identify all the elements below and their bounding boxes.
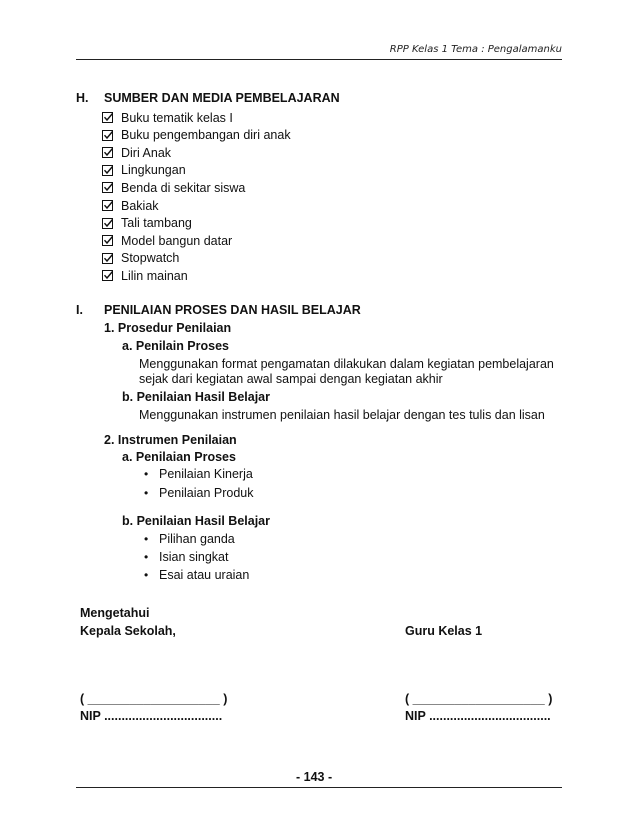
list-item-label: Model bangun datar <box>121 233 233 248</box>
footer-rule <box>76 787 562 788</box>
checked-box-icon <box>102 147 113 158</box>
kepala-sekolah-label: Kepala Sekolah, <box>80 624 176 638</box>
page-number: - 143 - <box>296 770 333 784</box>
signature-blank-right: ( ___________________ ) <box>405 692 553 706</box>
list-item: Penilaian Kinerja <box>159 467 253 481</box>
list-item <box>102 197 159 214</box>
bullet-icon: • <box>144 550 149 564</box>
list-item <box>102 144 171 161</box>
prosedur-heading: 1. Prosedur Penilaian <box>104 321 232 335</box>
penilaian-hasil-heading: b. Penilaian Hasil Belajar <box>122 390 270 404</box>
list-item <box>102 267 188 284</box>
list-item-label: Benda di sekitar siswa <box>121 180 246 195</box>
section-i-title: PENILAIAN PROSES DAN HASIL BELAJAR <box>104 303 361 317</box>
list-item-label: Diri Anak <box>121 145 172 160</box>
bullet-icon: • <box>144 568 149 582</box>
list-item: Isian singkat <box>159 550 229 564</box>
bullet-icon: • <box>144 467 149 481</box>
nip-left: NIP .................................. <box>80 709 223 723</box>
list-item <box>102 250 179 267</box>
instrumen-hasil-heading: b. Penilaian Hasil Belajar <box>122 514 270 528</box>
penilain-proses-text-1: Menggunakan format pengamatan dilakukan dalam kegiatan pembelajaran <box>139 357 554 371</box>
list-item <box>102 232 232 249</box>
bullet-icon: • <box>144 486 149 500</box>
running-header: RPP Kelas 1 Tema : Pengalamanku <box>389 44 562 55</box>
list-item <box>102 179 245 196</box>
list-item: Penilaian Produk <box>159 486 254 500</box>
checked-box-icon <box>102 218 113 229</box>
list-item: Pilihan ganda <box>159 532 235 546</box>
penilaian-hasil-text: Menggunakan instrumen penilaian hasil belajar dengan tes tulis dan lisan <box>139 408 545 422</box>
list-item <box>102 109 233 126</box>
instrumen-proses-heading: a. Penilaian Proses <box>122 450 236 464</box>
checked-box-icon <box>102 200 113 211</box>
checked-box-icon <box>102 130 113 141</box>
list-item-label: Lingkungan <box>121 163 186 178</box>
checked-box-icon <box>102 165 113 176</box>
checked-box-icon <box>102 112 113 123</box>
bullet-icon: • <box>144 532 149 546</box>
checked-box-icon <box>102 270 113 281</box>
nip-right: NIP ................................... <box>405 709 551 723</box>
section-i-letter: I. <box>76 303 83 317</box>
list-item-label: Stopwatch <box>121 251 180 266</box>
section-h-letter: H. <box>76 91 89 105</box>
instrumen-heading: 2. Instrumen Penilaian <box>104 433 237 447</box>
list-item: Esai atau uraian <box>159 568 250 582</box>
list-item-label: Tali tambang <box>121 216 192 231</box>
list-item-label: Buku tematik kelas I <box>121 110 233 125</box>
list-item-label: Bakiak <box>121 198 159 213</box>
list-item-label: Lilin mainan <box>121 268 188 283</box>
list-item-label: Buku pengembangan diri anak <box>121 128 291 143</box>
penilain-proses-text-2: sejak dari kegiatan awal sampai dengan kegiatan akhir <box>139 372 443 386</box>
list-item <box>102 127 291 144</box>
section-h-title: SUMBER DAN MEDIA PEMBELAJARAN <box>104 91 340 105</box>
list-item <box>102 215 192 232</box>
checked-box-icon <box>102 182 113 193</box>
guru-kelas-label: Guru Kelas 1 <box>405 624 483 638</box>
signature-blank-left: ( ___________________ ) <box>80 692 228 706</box>
penilain-proses-heading: a. Penilain Proses <box>122 339 229 353</box>
checked-box-icon <box>102 253 113 264</box>
checked-box-icon <box>102 235 113 246</box>
mengetahui-label: Mengetahui <box>80 606 150 620</box>
header-rule <box>76 59 562 60</box>
list-item <box>102 162 186 179</box>
